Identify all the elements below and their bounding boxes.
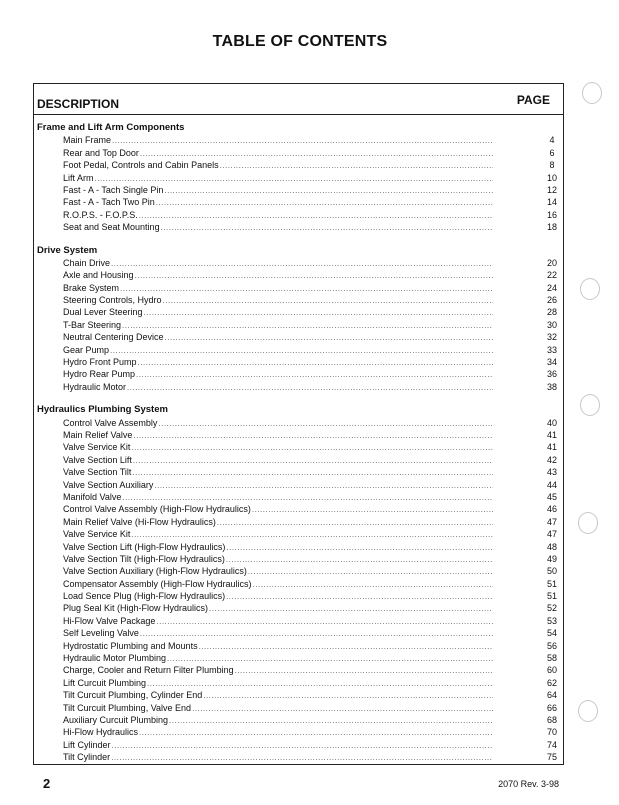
entry-page: 66 — [546, 702, 557, 713]
entry-label: Valve Section Tilt — [63, 467, 132, 478]
entry-label: Valve Section Lift — [63, 454, 132, 465]
entry-label: Load Sence Plug (High-Flow Hydraulics) — [63, 591, 226, 602]
entry-page: 36 — [546, 369, 557, 380]
entry-label: Tilt Curcuit Plumbing, Cylinder End — [63, 690, 203, 701]
entry-label: Gear Pump — [63, 344, 110, 355]
toc-entry — [37, 702, 563, 714]
binder-hole — [578, 512, 598, 534]
dot-leader — [192, 703, 493, 715]
entry-page: 10 — [546, 172, 557, 183]
entry-page: 34 — [546, 357, 557, 368]
dot-leader — [139, 727, 493, 739]
dot-leader — [199, 641, 493, 653]
entry-label: Seat and Seat Mounting — [63, 222, 160, 233]
binder-hole — [582, 82, 602, 104]
dot-leader — [138, 357, 493, 369]
entry-label: Auxiliary Curcuit Plumbing — [63, 714, 169, 725]
entry-label: Lift Curcuit Plumbing — [63, 677, 147, 688]
dot-leader — [220, 160, 493, 172]
entry-label: Valve Section Tilt (High-Flow Hydraulics) — [63, 553, 225, 564]
entry-page: 8 — [549, 160, 555, 171]
entry-label: Valve Service Kit — [63, 529, 131, 540]
entry-page: 40 — [546, 417, 557, 428]
entry-label: Valve Service Kit — [63, 442, 131, 453]
footer-page-number: 2 — [43, 776, 51, 791]
toc-entry — [37, 331, 563, 343]
dot-leader — [235, 665, 493, 677]
entry-label: Hi-Flow Valve Package — [63, 615, 156, 626]
entry-page: 30 — [546, 319, 557, 330]
entry-label: Plug Seal Kit (High-Flow Hydraulics) — [63, 603, 209, 614]
toc-section — [37, 404, 563, 763]
entry-label: Foot Pedal, Controls and Cabin Panels — [63, 160, 219, 171]
toc-entry — [37, 491, 563, 503]
entry-label: Hydrostatic Plumbing and Mounts — [63, 640, 198, 651]
entry-label: Valve Section Auxiliary — [63, 479, 154, 490]
entry-page: 6 — [549, 147, 555, 158]
dot-leader — [156, 197, 493, 209]
toc-entry — [37, 739, 563, 751]
toc-entry — [37, 602, 563, 614]
toc-entry — [37, 282, 563, 294]
entry-page: 24 — [546, 282, 557, 293]
toc-entry — [37, 257, 563, 269]
dot-leader — [131, 442, 493, 454]
entry-label: Charge, Cooler and Return Filter Plumbing — [63, 665, 234, 676]
entry-page: 70 — [546, 727, 557, 738]
header-divider — [34, 114, 563, 115]
toc-entry — [37, 381, 563, 393]
entry-label: Dual Lever Steering — [63, 307, 143, 318]
section-title: Hydraulics Plumbing System — [37, 404, 168, 416]
entry-label: T-Bar Steering — [63, 319, 122, 330]
entry-page: 28 — [546, 307, 557, 318]
entry-label: Steering Controls, Hydro — [63, 295, 162, 306]
entry-page: 53 — [546, 615, 557, 626]
toc-entry — [37, 294, 563, 306]
toc-entry — [37, 553, 563, 565]
entry-page: 12 — [546, 184, 557, 195]
toc-entry — [37, 664, 563, 676]
dot-leader — [112, 135, 493, 147]
toc-entry — [37, 751, 563, 763]
toc-entry — [37, 269, 563, 281]
entry-page: 64 — [546, 690, 557, 701]
dot-leader — [154, 480, 493, 492]
section-title: Drive System — [37, 244, 98, 256]
entry-page: 52 — [546, 603, 557, 614]
entry-page: 18 — [546, 222, 557, 233]
entry-label: Brake System — [63, 282, 120, 293]
entry-page: 47 — [546, 529, 557, 540]
toc-entry — [37, 368, 563, 380]
entry-page: 50 — [546, 566, 557, 577]
entry-page: 4 — [549, 135, 555, 146]
entry-page: 20 — [546, 257, 557, 268]
toc-entry — [37, 565, 563, 577]
toc-entry — [37, 184, 563, 196]
dot-leader — [253, 579, 493, 591]
entry-label: Main Relief Valve (Hi-Flow Hydraulics) — [63, 516, 216, 527]
entry-label: Main Frame — [63, 135, 112, 146]
entry-page: 33 — [546, 344, 557, 355]
dot-leader — [226, 591, 493, 603]
dot-leader — [111, 752, 493, 764]
entry-label: Main Relief Valve — [63, 429, 133, 440]
dot-leader — [112, 740, 493, 752]
page-title: TABLE OF CONTENTS — [212, 33, 388, 50]
entry-page: 46 — [546, 504, 557, 515]
contents-table — [33, 83, 564, 765]
toc-entry — [37, 441, 563, 453]
entry-label: Chain Drive — [63, 257, 111, 268]
dot-leader — [139, 210, 493, 222]
dot-leader — [248, 566, 493, 578]
toc-entry — [37, 466, 563, 478]
entry-label: Lift Arm — [63, 172, 94, 183]
entry-label: Manifold Valve — [63, 491, 122, 502]
entry-label: Control Valve Assembly (High-Flow Hydraulics) — [63, 504, 251, 515]
toc-entry — [37, 417, 563, 429]
entry-page: 32 — [546, 332, 557, 343]
dot-leader — [156, 616, 493, 628]
toc-entry — [37, 134, 563, 146]
toc-entry — [37, 356, 563, 368]
toc-entry — [37, 319, 563, 331]
toc-entry — [37, 221, 563, 233]
entry-page: 14 — [546, 197, 557, 208]
dot-leader — [209, 603, 493, 615]
entry-page: 41 — [546, 442, 557, 453]
dot-leader — [161, 222, 493, 234]
entry-page: 38 — [546, 381, 557, 392]
toc-entry — [37, 689, 563, 701]
dot-leader — [120, 283, 493, 295]
entry-label: Fast - A - Tach Single Pin — [63, 184, 164, 195]
dot-leader — [226, 542, 493, 554]
entry-page: 56 — [546, 640, 557, 651]
toc-entry — [37, 615, 563, 627]
entry-label: Compensator Assembly (High-Flow Hydraulics) — [63, 578, 252, 589]
toc-section — [37, 245, 563, 394]
entry-page: 58 — [546, 653, 557, 664]
toc-entry — [37, 196, 563, 208]
dot-leader — [133, 455, 493, 467]
toc-entry — [37, 541, 563, 553]
dot-leader — [111, 258, 493, 270]
dot-leader — [158, 418, 493, 430]
entry-label: Axle and Housing — [63, 270, 134, 281]
entry-label: Hydro Front Pump — [63, 357, 137, 368]
description-header: DESCRIPTION — [37, 97, 120, 111]
entry-label: Control Valve Assembly — [63, 417, 158, 428]
entry-page: 54 — [546, 628, 557, 639]
entry-label: Hydraulic Motor Plumbing — [63, 653, 167, 664]
toc-entry — [37, 714, 563, 726]
entry-page: 43 — [546, 467, 557, 478]
toc-entry — [37, 209, 563, 221]
entry-label: Hydro Rear Pump — [63, 369, 136, 380]
entry-label: Valve Section Lift (High-Flow Hydraulics) — [63, 541, 226, 552]
entry-page: 45 — [546, 491, 557, 502]
entry-page: 48 — [546, 541, 557, 552]
binder-hole — [580, 394, 600, 416]
toc-entry — [37, 159, 563, 171]
entry-page: 42 — [546, 454, 557, 465]
dot-leader — [135, 270, 493, 282]
dot-leader — [169, 715, 493, 727]
entry-page: 75 — [546, 752, 557, 763]
dot-leader — [133, 430, 493, 442]
entry-page: 74 — [546, 739, 557, 750]
entry-page: 22 — [546, 270, 557, 281]
entry-label: Tilt Cylinder — [63, 752, 111, 763]
entry-label: Rear and Top Door — [63, 147, 139, 158]
toc-entry — [37, 726, 563, 738]
dot-leader — [252, 504, 493, 516]
entry-label: R.O.P.S. - F.O.P.S. — [63, 209, 138, 220]
entry-label: Lift Cylinder — [63, 739, 111, 750]
toc-entry — [37, 503, 563, 515]
entry-label: Tilt Curcuit Plumbing, Valve End — [63, 702, 192, 713]
toc-entry — [37, 429, 563, 441]
section-title: Frame and Lift Arm Components — [37, 122, 185, 133]
entry-page: 44 — [546, 479, 557, 490]
dot-leader — [163, 295, 493, 307]
entry-label: Hydraulic Motor — [63, 381, 127, 392]
entry-label: Self Leveling Valve — [63, 628, 139, 639]
toc-entry — [37, 652, 563, 664]
toc-entry — [37, 627, 563, 639]
footer-revision: 2070 Rev. 3-98 — [498, 779, 559, 789]
entry-page: 62 — [546, 677, 557, 688]
toc-entry — [37, 640, 563, 652]
entry-page: 51 — [546, 578, 557, 589]
entry-label: Hi-Flow Hydraulics — [63, 727, 139, 738]
toc-entry — [37, 306, 563, 318]
toc-entry — [37, 578, 563, 590]
toc-entry — [37, 172, 563, 184]
page-header: PAGE — [516, 93, 550, 107]
entry-page: 41 — [546, 429, 557, 440]
entry-page: 51 — [546, 591, 557, 602]
dot-leader — [226, 554, 493, 566]
dot-leader — [136, 369, 493, 381]
dot-leader — [127, 382, 493, 394]
dot-leader — [217, 517, 493, 529]
dot-leader — [122, 320, 493, 332]
toc-entry — [37, 590, 563, 602]
entry-page: 47 — [546, 516, 557, 527]
dot-leader — [203, 690, 493, 702]
dot-leader — [165, 332, 493, 344]
toc-section — [37, 122, 563, 234]
entry-page: 26 — [546, 295, 557, 306]
entry-page: 60 — [546, 665, 557, 676]
toc-entry — [37, 454, 563, 466]
toc-entry — [37, 516, 563, 528]
toc-entry — [37, 677, 563, 689]
entry-page: 49 — [546, 553, 557, 564]
entry-label: Valve Section Auxiliary (High-Flow Hydraulics) — [63, 566, 247, 577]
dot-leader — [164, 185, 493, 197]
entry-label: Fast - A - Tach Two Pin — [63, 197, 155, 208]
toc-body — [37, 122, 563, 764]
toc-entry — [37, 147, 563, 159]
binder-hole — [580, 278, 600, 300]
entry-page: 16 — [546, 209, 557, 220]
dot-leader — [110, 345, 493, 357]
toc-entry — [37, 528, 563, 540]
entry-page: 68 — [546, 714, 557, 725]
entry-label: Neutral Centering Device — [63, 332, 164, 343]
binder-hole — [578, 700, 598, 722]
toc-entry — [37, 479, 563, 491]
dot-leader — [132, 467, 493, 479]
toc-entry — [37, 344, 563, 356]
dot-leader — [144, 307, 493, 319]
